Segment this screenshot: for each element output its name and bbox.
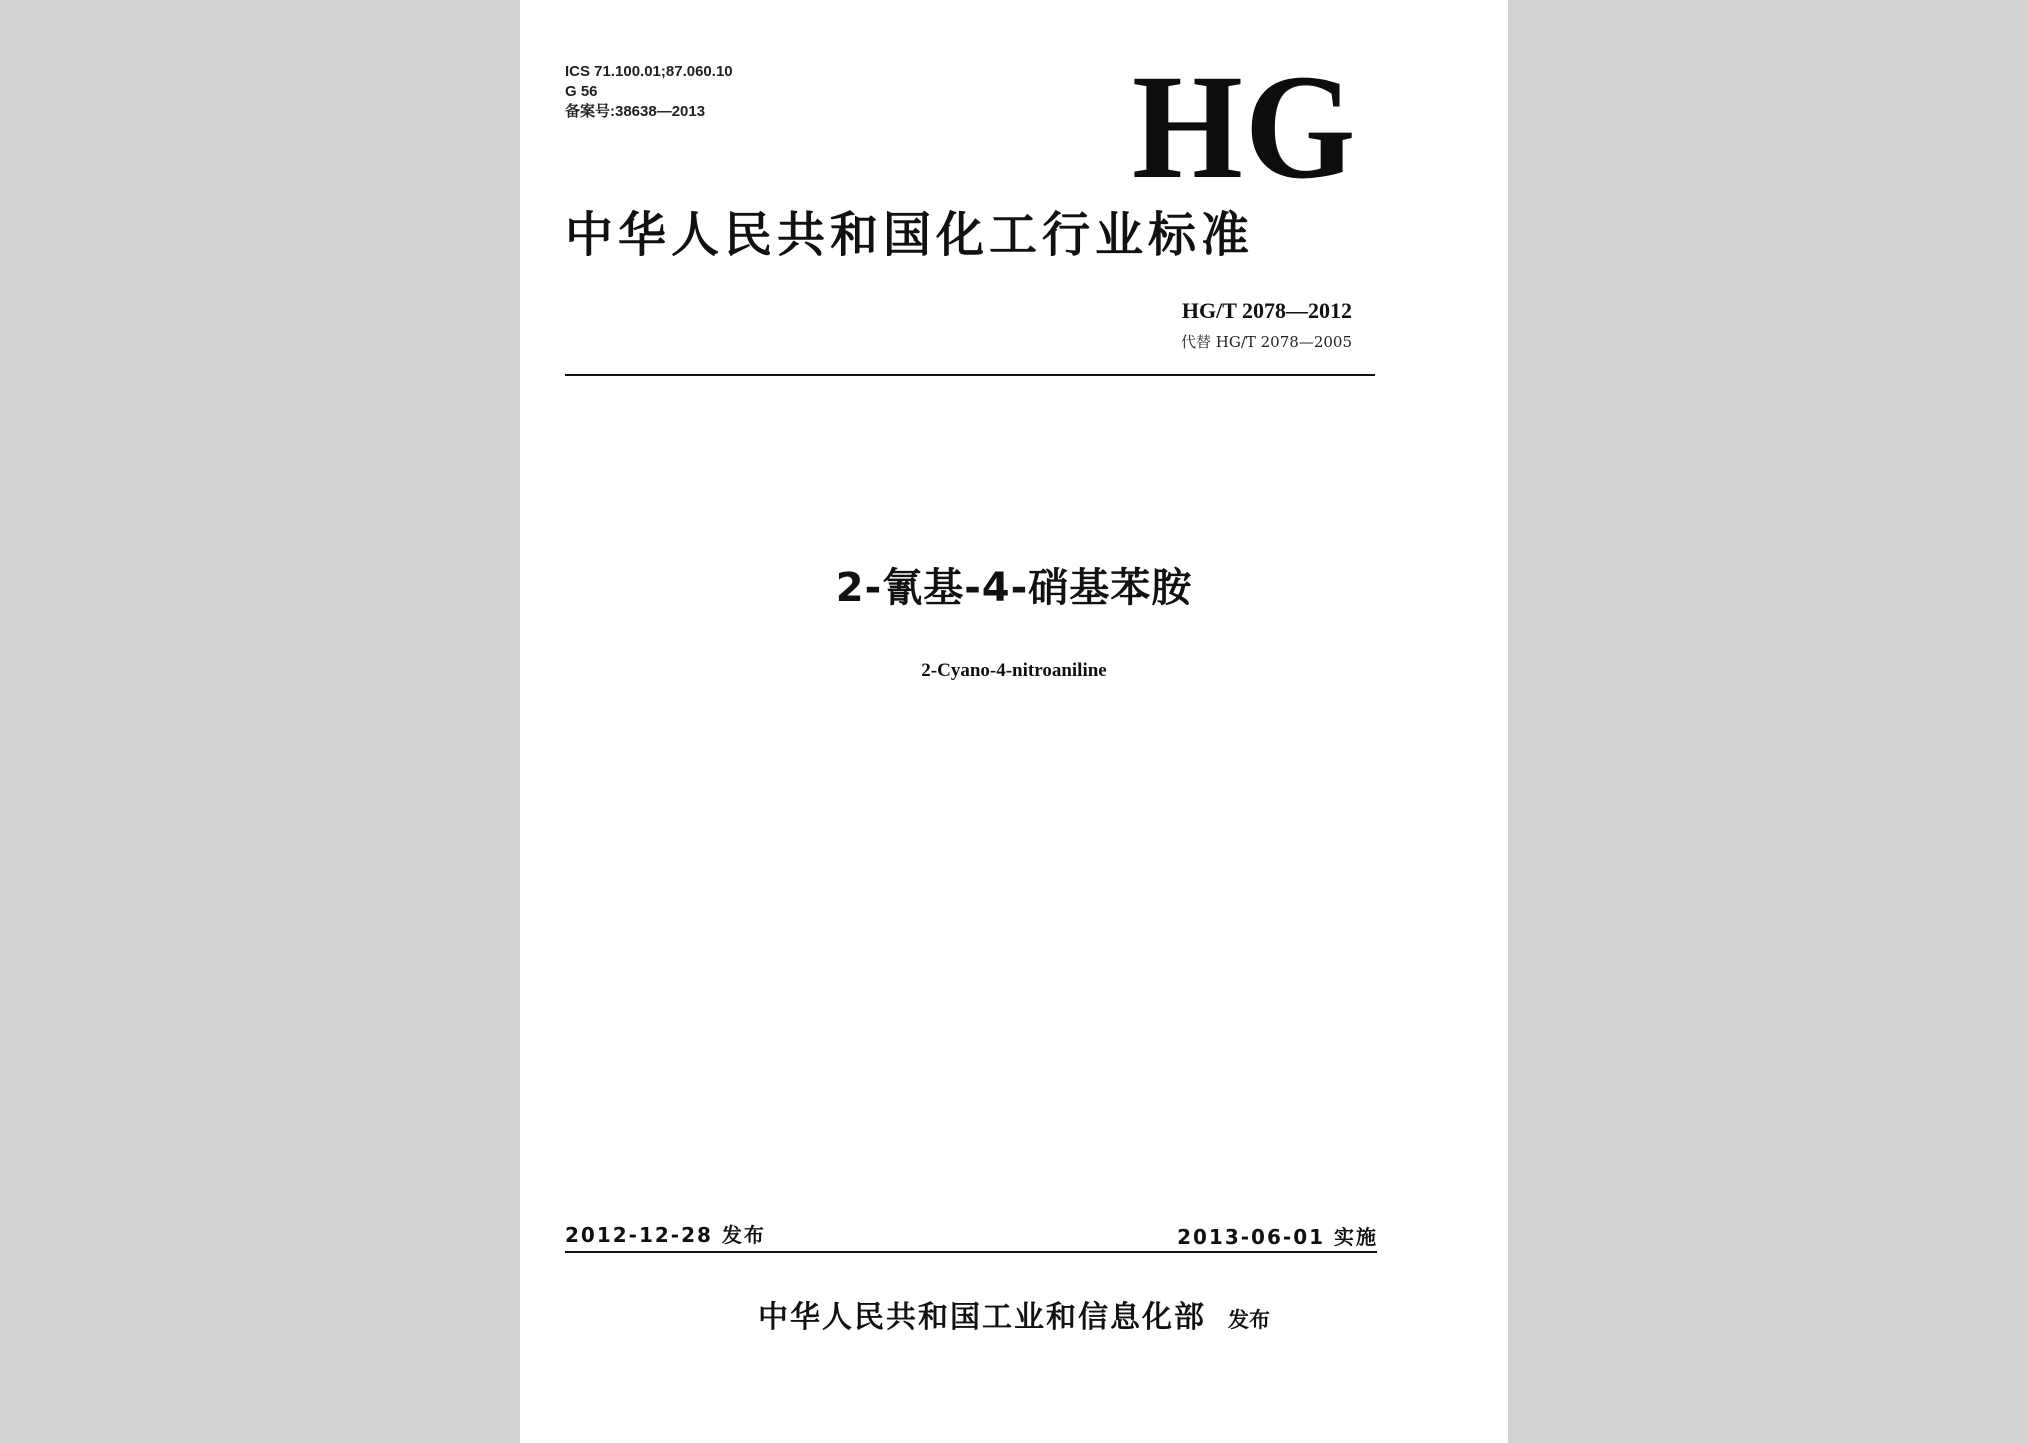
standard-number: HG/T 2078—2012 <box>1181 298 1352 323</box>
issue-date: 2012-12-28 发布 <box>565 1223 766 1247</box>
document-page <box>520 0 1508 1443</box>
document-title-chinese: 2-氰基-4-硝基苯胺 <box>835 565 1193 611</box>
ics-code: ICS 71.100.01;87.060.10 <box>565 63 733 80</box>
ccs-code: G 56 <box>565 83 598 100</box>
publisher-action: 发布 <box>1228 1308 1270 1332</box>
publisher-organization: 中华人民共和国工业和信息化部 <box>758 1300 1206 1335</box>
footer-divider <box>565 1251 1377 1253</box>
industry-standard-title: 中华人民共和国化工行业标准 <box>565 207 1255 263</box>
header-divider <box>565 374 1375 376</box>
filing-number: 备案号:38638—2013 <box>565 103 706 120</box>
document-title-english: 2-Cyano-4-nitroaniline <box>921 660 1107 681</box>
implementation-date: 2013-06-01 实施 <box>1177 1225 1378 1249</box>
classification-block <box>565 62 733 122</box>
publisher-line <box>520 1298 1508 1340</box>
hg-logo: HG <box>1132 44 1358 210</box>
replaces-standard: 代替 HG/T 2078—2005 <box>1180 333 1352 351</box>
